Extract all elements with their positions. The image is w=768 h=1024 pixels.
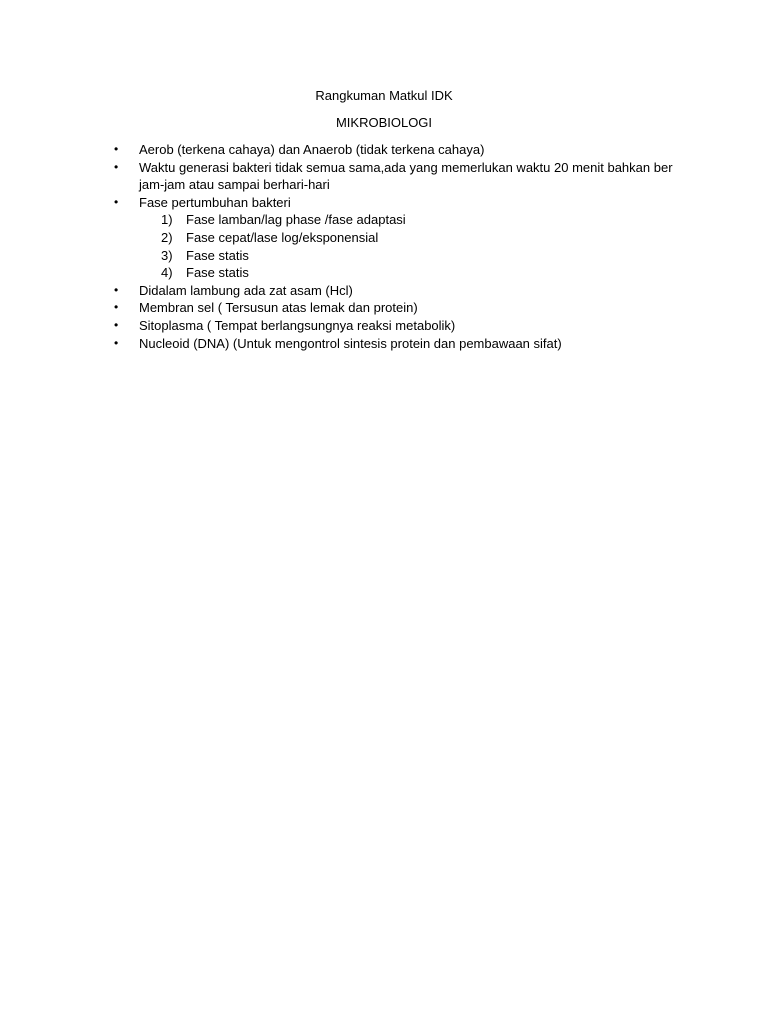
- sub-list-text: Fase cepat/lase log/eksponensial: [186, 229, 379, 245]
- list-item: [0, 141, 768, 159]
- list-item-text: Fase pertumbuhan bakteri: [139, 194, 291, 210]
- sub-list-number: 2): [161, 229, 173, 245]
- summary-list: [0, 141, 768, 352]
- sub-list-text: Fase lamban/lag phase /fase adaptasi: [186, 212, 406, 228]
- bullet-icon: •: [114, 317, 119, 332]
- list-item-text: Didalam lambung ada zat asam (Hcl): [139, 282, 353, 298]
- list-item: [0, 335, 768, 353]
- sub-list-text: Fase statis: [186, 265, 249, 281]
- bullet-icon: •: [114, 194, 119, 209]
- list-item-text: Aerob (terkena cahaya) dan Anaerob (tidak terkena cahaya): [139, 142, 485, 157]
- bullet-icon: •: [114, 159, 119, 174]
- bullet-icon: •: [114, 282, 119, 297]
- sub-list-item: [0, 264, 768, 282]
- list-item-text: Membran sel ( Tersusun atas lemak dan protein): [139, 300, 418, 316]
- sub-list-number: 4): [161, 265, 173, 281]
- sub-list-number: 1): [161, 212, 173, 228]
- document-title: Rangkuman Matkul IDK: [315, 88, 453, 103]
- list-item: [0, 282, 768, 300]
- list-item: [0, 159, 768, 194]
- section-heading: MIKROBIOLOGI: [335, 115, 433, 130]
- sub-list-number: 3): [161, 247, 173, 263]
- sub-list-item: [0, 211, 768, 229]
- bullet-icon: •: [114, 335, 119, 350]
- list-item-text: Nucleoid (DNA) (Untuk mengontrol sintesis protein dan pembawaan sifat): [139, 335, 562, 351]
- list-item: [0, 194, 768, 212]
- bullet-icon: •: [114, 142, 119, 156]
- sub-list-item: [0, 229, 768, 247]
- list-item: [0, 317, 768, 335]
- list-item-text: Waktu generasi bakteri tidak semua sama,ada yang memerlukan waktu 20 menit bahkan ber jam-jam atau sampai berhari-hari: [139, 159, 673, 193]
- bullet-icon: •: [114, 300, 119, 315]
- sub-list-text: Fase statis: [186, 247, 249, 263]
- list-item: [0, 299, 768, 317]
- list-item-text: Sitoplasma ( Tempat berlangsungnya reaksi metabolik): [139, 317, 456, 333]
- sub-list-item: [0, 247, 768, 265]
